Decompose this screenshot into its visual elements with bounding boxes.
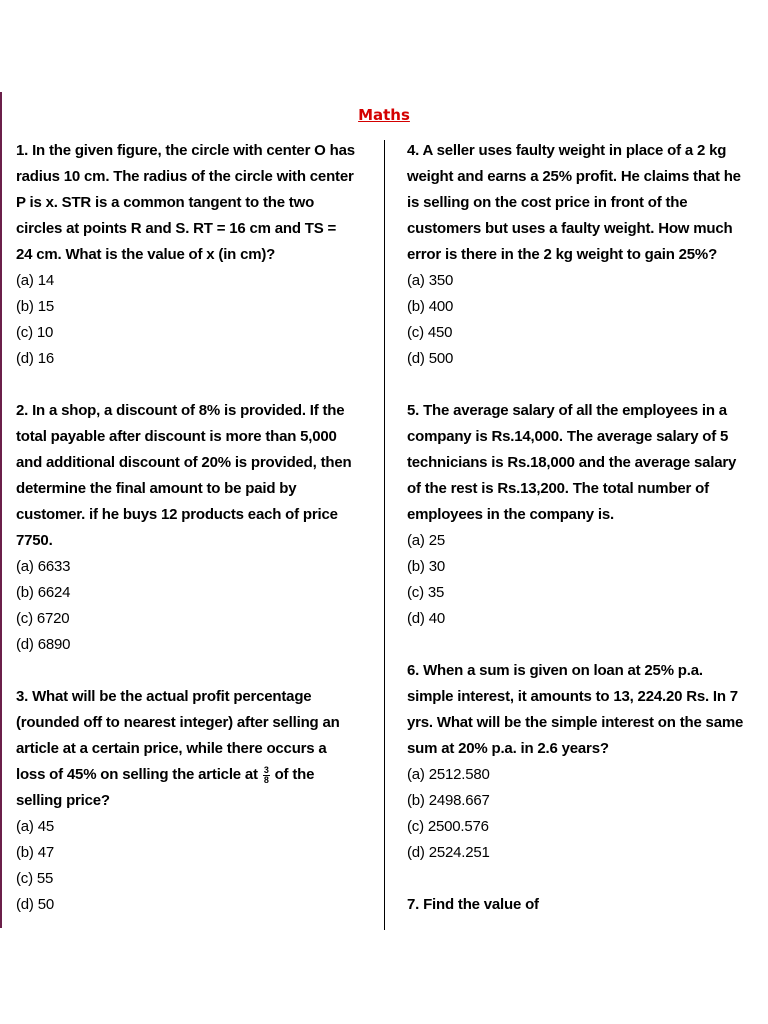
option-a: (a) 14	[16, 272, 54, 289]
option-b: (b) 30	[407, 558, 445, 575]
question-5	[407, 398, 757, 632]
question-line: 4. A seller uses faulty weight in place of a 2 kg	[407, 142, 727, 159]
spacer	[407, 866, 757, 892]
option-a: (a) 45	[16, 818, 54, 835]
question-line: is selling on the cost price in front of the	[407, 194, 688, 211]
question-line: employees in the company is.	[407, 506, 614, 523]
spacer	[16, 658, 366, 684]
question-line: selling price?	[16, 792, 110, 809]
question-line: 7. Find the value of	[407, 896, 539, 913]
question-6	[407, 658, 757, 866]
question-line: 24 cm. What is the value of x (in cm)?	[16, 246, 276, 263]
question-line: customers but uses a faulty weight. How much	[407, 220, 733, 237]
question-4	[407, 138, 757, 372]
page-title: Maths	[358, 106, 410, 124]
fraction-lead-text: loss of 45% on selling the article at	[16, 766, 258, 783]
question-line: error is there in the 2 kg weight to gain 25%?	[407, 246, 718, 263]
question-3	[16, 684, 366, 918]
question-line: P is x. STR is a common tangent to the two	[16, 194, 315, 211]
page-left-border	[0, 92, 2, 928]
question-line: company is Rs.14,000. The average salary of 5	[407, 428, 729, 445]
question-line: 3. What will be the actual profit percentage	[16, 688, 312, 705]
question-line: weight and earns a 25% profit. He claims that he	[407, 168, 741, 185]
question-line: determine the final amount to be paid by	[16, 480, 297, 497]
question-line: (rounded off to nearest integer) after selling an	[16, 714, 340, 731]
question-line: article at a certain price, while there occurs a	[16, 740, 327, 757]
question-line: simple interest, it amounts to 13, 224.20 Rs. In 7	[407, 688, 738, 705]
option-c: (c) 35	[407, 584, 445, 601]
left-column	[16, 138, 366, 918]
question-line: total payable after discount is more than 5,000	[16, 428, 337, 445]
option-a: (a) 2512.580	[407, 766, 490, 783]
question-line: yrs. What will be the simple interest on the same	[407, 714, 744, 731]
question-line: 5. The average salary of all the employees in a	[407, 402, 727, 419]
spacer	[407, 632, 757, 658]
question-line-with-fraction	[16, 762, 366, 788]
fraction-trail-text: of the	[274, 766, 315, 783]
option-d: (d) 50	[16, 896, 54, 913]
question-line: of the rest is Rs.13,200. The total number of	[407, 480, 709, 497]
option-d: (d) 16	[16, 350, 54, 367]
option-d: (d) 6890	[16, 636, 71, 653]
question-line: sum at 20% p.a. in 2.6 years?	[407, 740, 609, 757]
fraction	[263, 766, 270, 785]
spacer	[407, 372, 757, 398]
question-line: technicians is Rs.18,000 and the average salary	[407, 454, 737, 471]
question-line: 6. When a sum is given on loan at 25% p.a.	[407, 662, 703, 679]
question-2	[16, 398, 366, 658]
option-a: (a) 6633	[16, 558, 71, 575]
question-line: customer. if he buys 12 products each of price	[16, 506, 338, 523]
spacer	[16, 372, 366, 398]
option-c: (c) 55	[16, 870, 54, 887]
option-d: (d) 40	[407, 610, 445, 627]
option-a: (a) 350	[407, 272, 454, 289]
option-d: (d) 2524.251	[407, 844, 490, 861]
right-column	[407, 138, 757, 918]
option-b: (b) 47	[16, 844, 54, 861]
question-line: 2. In a shop, a discount of 8% is provided. If the	[16, 402, 345, 419]
question-line: and additional discount of 20% is provided, then	[16, 454, 352, 471]
option-b: (b) 6624	[16, 584, 71, 601]
option-b: (b) 2498.667	[407, 792, 490, 809]
question-line: radius 10 cm. The radius of the circle with center	[16, 168, 354, 185]
option-c: (c) 2500.576	[407, 818, 489, 835]
question-line: circles at points R and S. RT = 16 cm and TS =	[16, 220, 337, 237]
option-b: (b) 400	[407, 298, 454, 315]
option-b: (b) 15	[16, 298, 54, 315]
option-c: (c) 10	[16, 324, 54, 341]
question-1	[16, 138, 366, 372]
question-line: 7750.	[16, 532, 53, 549]
question-7	[407, 892, 757, 918]
question-line: 1. In the given figure, the circle with center O has	[16, 142, 355, 159]
fraction-denominator: 8	[263, 774, 269, 785]
option-a: (a) 25	[407, 532, 445, 549]
option-d: (d) 500	[407, 350, 454, 367]
fraction-numerator: 3	[263, 764, 269, 775]
column-divider	[384, 140, 385, 930]
option-c: (c) 450	[407, 324, 453, 341]
option-c: (c) 6720	[16, 610, 70, 627]
